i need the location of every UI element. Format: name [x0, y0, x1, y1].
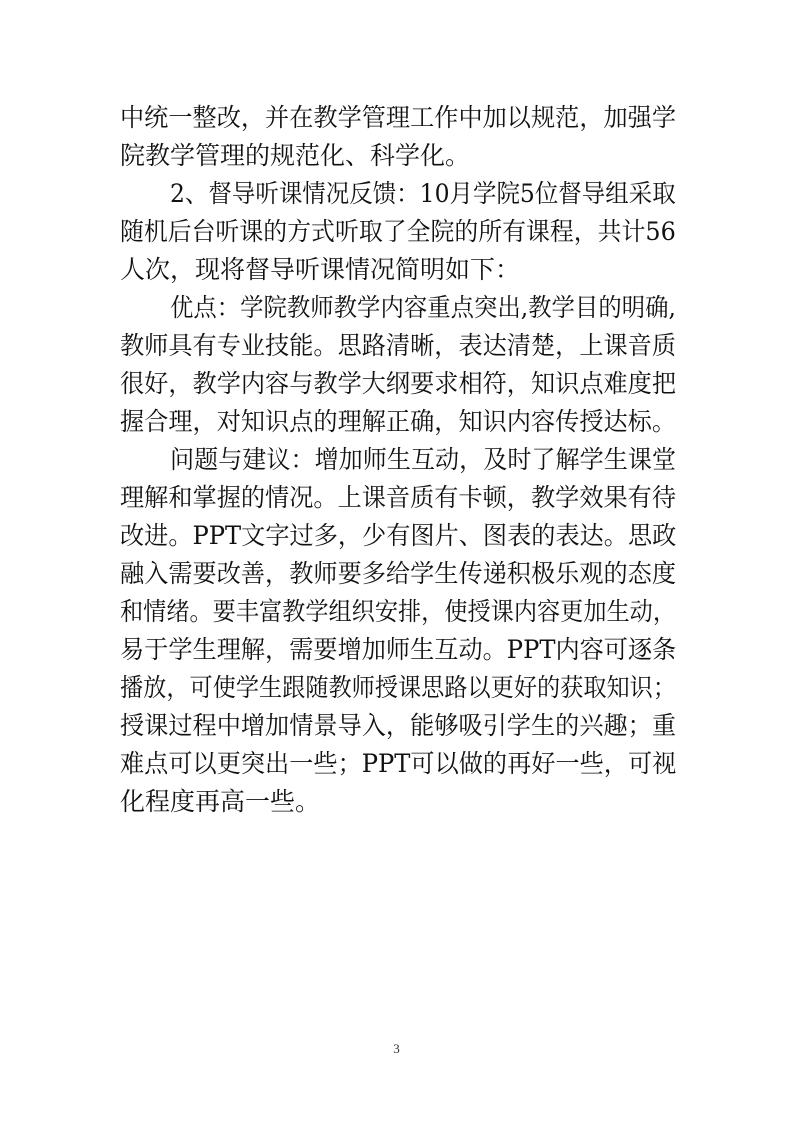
text-line-17: 授课过程中增加情景导入，能够吸引学生的兴趣；重	[120, 711, 677, 740]
text-line-6: 优点：学院教师教学内容重点突出,教学目的明确,	[170, 293, 676, 322]
text-line-16: 播放，可使学生跟随教师授课思路以更好的获取知识；	[120, 673, 677, 702]
text-line-14: 和情绪。要丰富教学组织安排，使授课内容更加生动，	[120, 597, 677, 626]
page-number: 3	[393, 1041, 400, 1056]
text-line-3: 2、督导听课情况反馈：10月学院5位督导组采取	[170, 179, 676, 208]
text-line-11: 理解和掌握的情况。上课音质有卡顿，教学效果有待	[120, 483, 677, 512]
text-line-13: 融入需要改善，教师要多给学生传递积极乐观的态度	[120, 559, 677, 588]
text-line-15: 易于学生理解，需要增加师生互动。PPT内容可逐条	[120, 635, 677, 664]
text-line-18: 难点可以更突出一些；PPT可以做的再好一些，可视	[120, 749, 677, 778]
text-line-7: 教师具有专业技能。思路清晰，表达清楚，上课音质	[120, 331, 677, 360]
text-line-2: 院教学管理的规范化、科学化。	[120, 141, 471, 170]
text-line-5: 人次，现将督导听课情况简明如下：	[120, 255, 521, 284]
text-line-9: 握合理，对知识点的理解正确，知识内容传授达标。	[120, 407, 677, 436]
text-line-10: 问题与建议：增加师生互动，及时了解学生课堂	[170, 445, 677, 474]
text-line-1: 中统一整改，并在教学管理工作中加以规范，加强学	[120, 103, 677, 132]
text-line-4: 随机后台听课的方式听取了全院的所有课程，共计56	[120, 217, 676, 246]
text-line-8: 很好，教学内容与教学大纲要求相符，知识点难度把	[120, 369, 677, 398]
text-line-19: 化程度再高一些。	[120, 787, 321, 816]
text-line-12: 改进。PPT文字过多，少有图片、图表的表达。思政	[120, 521, 677, 550]
